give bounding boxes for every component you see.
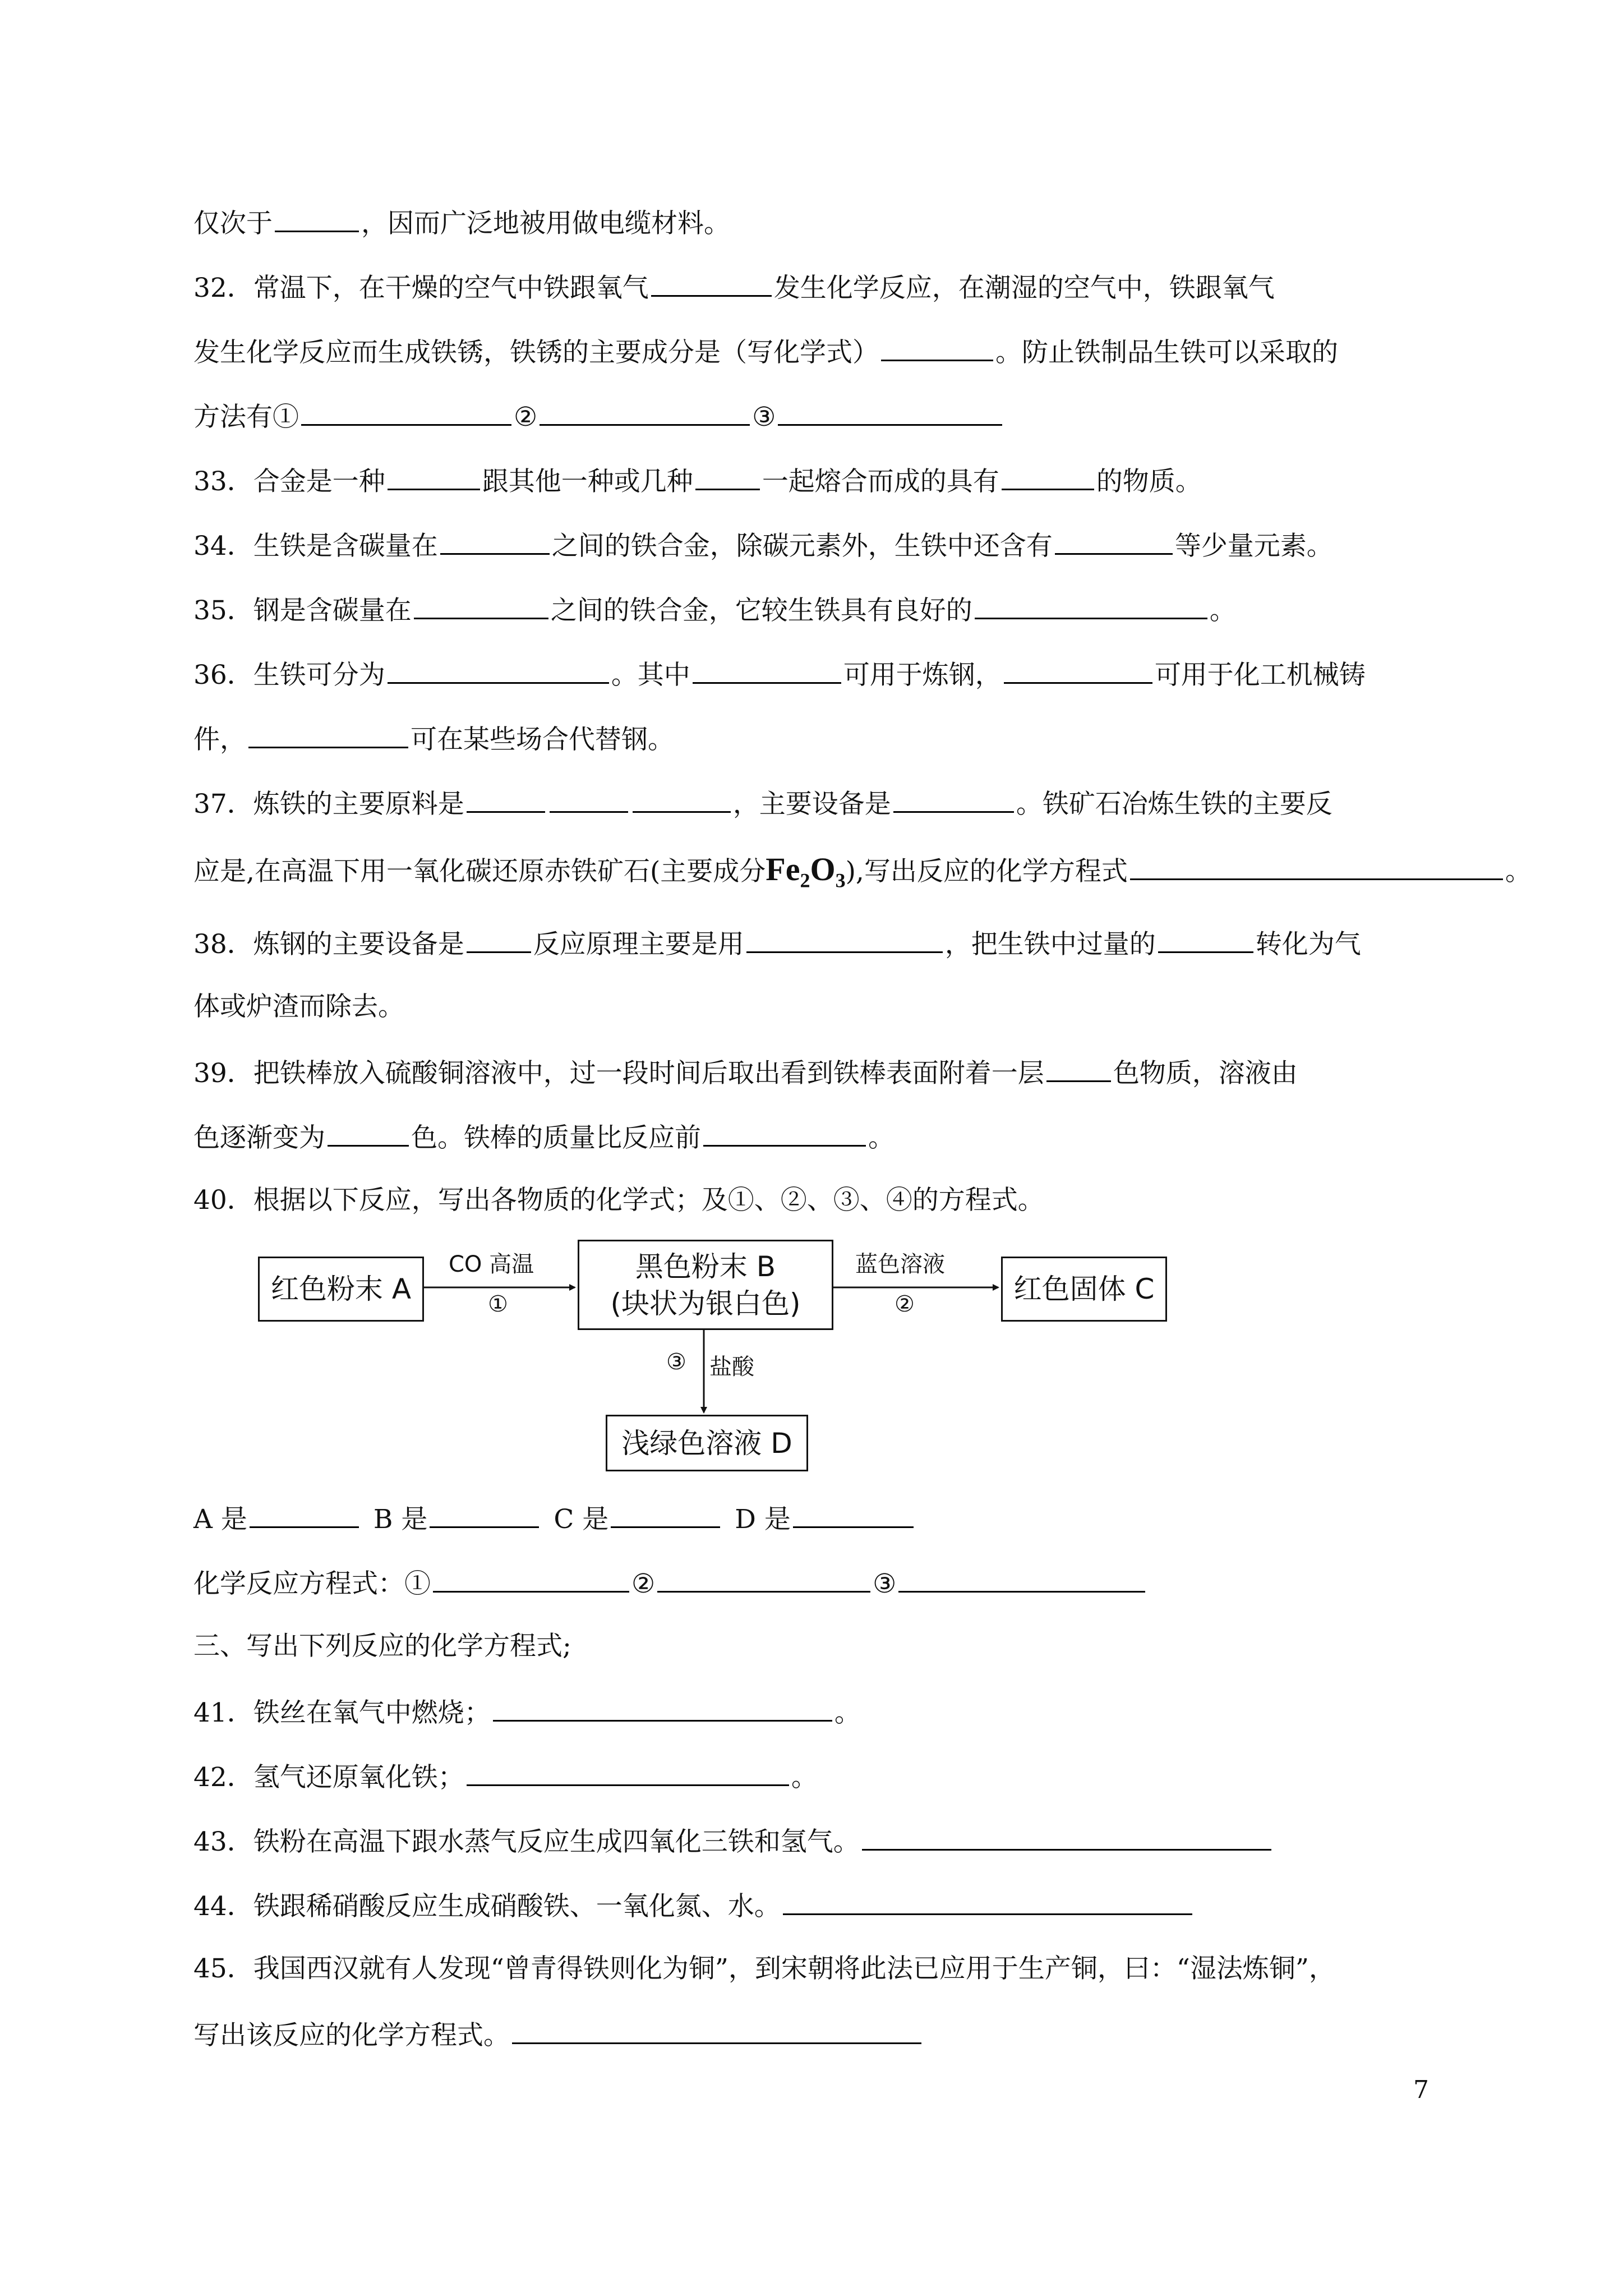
text: 41．铁丝在氧气中燃烧； [193, 1697, 491, 1728]
answer-blank[interactable] [467, 1759, 789, 1786]
formula-element: Fe [766, 851, 800, 887]
text: ③ [873, 1568, 897, 1599]
text: A 是 [193, 1504, 247, 1535]
text: 。 [791, 1762, 818, 1793]
answer-blank[interactable] [657, 1565, 870, 1593]
text: ② [514, 402, 538, 432]
text: 发生化学反应而生成铁锈，铁锈的主要成分是（写化学式） [193, 337, 879, 368]
answer-blank-c[interactable] [611, 1501, 720, 1528]
box-label: 黑色粉末 B [635, 1250, 776, 1283]
text: 跟其他一种或几种 [482, 466, 693, 497]
text: 。铁矿石冶炼生铁的主要反 [1016, 789, 1332, 820]
arrow-3-condition: 盐酸 [709, 1354, 754, 1380]
text: 应是,在高温下用一氧化碳还原赤铁矿石(主要成分 [193, 856, 766, 887]
text: 32．常温下，在干燥的空气中铁跟氧气 [193, 273, 649, 303]
text: 37．炼铁的主要原料是 [193, 789, 464, 820]
formula-element: O [810, 851, 836, 887]
text: 发生化学反应，在潮湿的空气中，铁跟氧气 [773, 273, 1275, 303]
text: 42．氢气还原氧化铁； [193, 1762, 464, 1793]
text: 方法有① [193, 402, 299, 432]
box-red-powder-a [258, 1257, 424, 1322]
text: ，主要设备是 [732, 789, 891, 820]
text: 化学反应方程式：① [193, 1568, 431, 1599]
text: 之间的铁合金，它较生铁具有良好的 [550, 595, 972, 626]
arrow-2-number: ② [895, 1291, 915, 1317]
text: ② [631, 1568, 656, 1599]
box-sublabel: (块状为银白色) [610, 1287, 801, 1320]
text: 色。铁棒的质量比反应前 [411, 1122, 701, 1153]
text: 三、写出下列反应的化学方程式; [193, 1631, 571, 1662]
text: 写出该反应的化学方程式。 [193, 2020, 510, 2051]
text: 。 [868, 1122, 895, 1153]
page-number: 7 [1413, 2076, 1429, 2104]
arrow-3-number: ③ [666, 1349, 686, 1375]
text: 39．把铁棒放入硫酸铜溶液中，过一段时间后取出看到铁棒表面附着一层 [193, 1058, 1044, 1089]
box-red-solid-c [1001, 1257, 1167, 1322]
text: 38．炼钢的主要设备是 [193, 929, 464, 960]
box-label: 红色粉末 A [270, 1273, 412, 1305]
text: 可用于炼钢， [843, 660, 1002, 691]
text: 件， [193, 724, 246, 755]
text: 34．生铁是含碳量在 [193, 531, 438, 562]
text: 反应原理主要是用 [533, 929, 744, 960]
text: 43．铁粉在高温下跟水蒸气反应生成四氧化三铁和氢气。 [193, 1826, 860, 1857]
text: 。 [1209, 595, 1236, 626]
answers-equations [193, 1565, 1147, 1601]
arrow-1-number: ① [488, 1291, 508, 1317]
box-green-solution-d [606, 1415, 808, 1471]
box-black-powder-b [578, 1240, 833, 1330]
text: ，因而广泛地被用做电缆材料。 [361, 208, 730, 239]
text: 。 [834, 1697, 861, 1728]
text: 一起熔合而成的具有 [762, 466, 999, 497]
text: D 是 [735, 1504, 791, 1535]
arrow-1-condition: CO 高温 [449, 1251, 534, 1277]
answer-blank[interactable] [493, 1694, 832, 1722]
text: 的物质。 [1096, 466, 1202, 497]
text: 45．我国西汉就有人发现“曾青得铁则化为铜”，到宋朝将此法已应用于生产铜，曰：“湿法炼铜”， [193, 1953, 1335, 1984]
answer-blank-a[interactable] [250, 1501, 359, 1528]
arrow-2-condition: 蓝色溶液 [855, 1251, 945, 1277]
question-45-line1 [193, 1952, 1335, 1986]
text: 色逐渐变为 [193, 1122, 325, 1153]
text: 36．生铁可分为 [193, 660, 385, 691]
text: 体或炉渣而除去。 [193, 991, 404, 1022]
answer-blank[interactable] [862, 1823, 1271, 1851]
answer-blank-b[interactable] [430, 1501, 539, 1528]
text: 。防止铁制品生铁可以采取的 [995, 337, 1338, 368]
text: C 是 [554, 1504, 609, 1535]
text: 35．钢是含碳量在 [193, 595, 412, 626]
text: 之间的铁合金，除碳元素外，生铁中还含有 [551, 531, 1053, 562]
question-42 [193, 1759, 818, 1795]
text: ),写出反应的化学方程式 [845, 856, 1128, 887]
text: 44．铁跟稀硝酸反应生成硝酸铁、一氧化氮、水。 [193, 1891, 781, 1922]
box-label: 红色固体 C [1013, 1273, 1155, 1305]
answer-blank[interactable] [512, 2017, 921, 2044]
text: 33．合金是一种 [193, 466, 385, 497]
answer-blank[interactable] [898, 1565, 1145, 1593]
answer-blank[interactable] [433, 1565, 629, 1593]
text: 转化为气 [1255, 929, 1361, 960]
text: 。 [1505, 856, 1532, 887]
text: 色物质，溶液由 [1113, 1058, 1298, 1089]
question-41 [193, 1694, 861, 1730]
text: B 是 [373, 1504, 428, 1535]
answers-abcd [193, 1501, 916, 1536]
text: 等少量元素。 [1174, 531, 1333, 562]
text: 可在某些场合代替钢。 [411, 724, 674, 755]
text: 仅次于 [193, 208, 273, 239]
text: ，把生铁中过量的 [944, 929, 1156, 960]
text: 40．根据以下反应，写出各物质的化学式；及①、②、③、④的方程式。 [193, 1185, 1044, 1216]
question-44 [193, 1888, 1195, 1924]
formula-subscript: 2 [800, 869, 810, 892]
question-45-line2 [193, 2017, 924, 2053]
section-3-heading [193, 1630, 571, 1663]
text: 。其中 [611, 660, 690, 691]
answer-blank[interactable] [783, 1888, 1192, 1915]
box-label: 浅绿色溶液 D [621, 1427, 792, 1460]
text: ③ [752, 402, 776, 432]
formula-subscript: 3 [835, 869, 846, 892]
question-43 [193, 1823, 1274, 1859]
text: 可用于化工机械铸 [1154, 660, 1366, 691]
answer-blank-d[interactable] [793, 1501, 914, 1528]
